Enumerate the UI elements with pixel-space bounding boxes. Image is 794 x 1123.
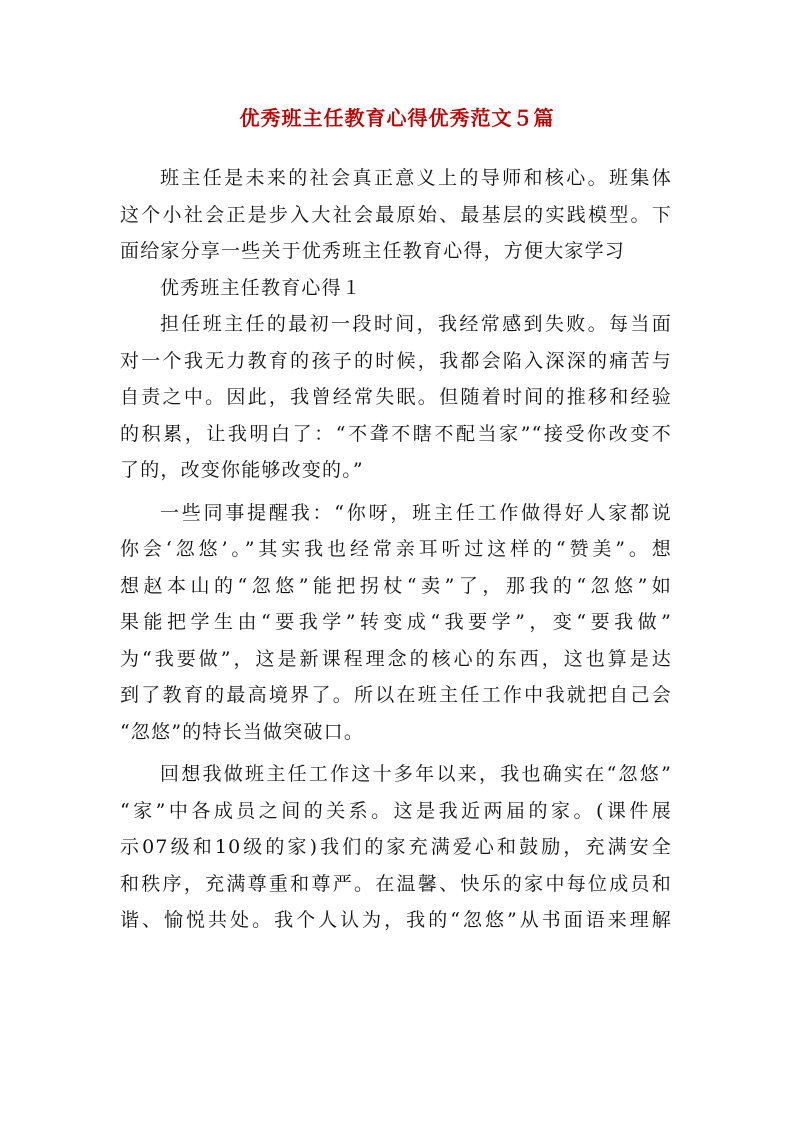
paragraph-4-line-1: 回想我做班主任工作这十多年以来，我也确实在“忽悠”	[160, 763, 672, 785]
paragraph-3-line-6: 到了教育的最高境界了。所以在班主任工作中我就把自己会	[120, 684, 672, 706]
paragraph-4-line-3: 示07级和10级的家)我们的家充满爱心和鼓励，充满安全	[120, 836, 672, 858]
paragraph-2-line-3: 自责之中。因此，我曾经常失眠。但随着时间的推移和经验	[120, 386, 672, 408]
paragraph-4-line-2: “家”中各成员之间的关系。这是我近两届的家。(课件展	[120, 799, 672, 822]
paragraph-2-line-2: 对一个我无力教育的孩子的时候，我都会陷入深深的痛苦与	[120, 349, 672, 372]
paragraph-4-line-4: 和秩序，充满尊重和尊严。在温馨、快乐的家中每位成员和	[120, 872, 672, 895]
paragraph-4-line-5: 谐、愉悦共处。我个人认为，我的“忽悠”从书面语来理解	[120, 909, 672, 931]
document-title: 优秀班主任教育心得优秀范文５篇	[239, 106, 555, 130]
paragraph-3-line-4: 果能把学生由“要我学”转变成“我要学”，变“要我做”	[120, 611, 672, 633]
paragraph-2-line-5: 了的，改变你能够改变的。”	[120, 459, 364, 481]
paragraph-3-line-1: 一些同事提醒我：“你呀，班主任工作做得好人家都说	[160, 501, 672, 524]
section-heading-1: 优秀班主任教育心得１	[160, 276, 363, 299]
document-body	[120, 160, 672, 939]
paragraph-3-line-3: 想赵本山的“忽悠”能把拐杖“卖”了，那我的“忽悠”如	[120, 574, 672, 597]
paragraph-2-line-1: 担任班主任的最初一段时间，我经常感到失败。每当面	[160, 313, 672, 335]
paragraph-1-line-3: 面给家分享一些关于优秀班主任教育心得，方便大家学习	[120, 240, 626, 262]
paragraph-1-line-2: 这个小社会正是步入大社会最原始、最基层的实践模型。下	[120, 203, 672, 226]
paragraph-3-line-2: 你会‘忽悠’。”其实我也经常亲耳听过这样的“赞美”。想	[120, 538, 672, 560]
paragraph-3-line-7: “忽悠”的特长当做突破口。	[120, 720, 365, 743]
paragraph-2-line-4: 的积累，让我明白了：“不聋不瞎不配当家”“接受你改变不	[120, 422, 672, 445]
paragraph-3-line-5: 为“我要做”，这是新课程理念的核心的东西，这也算是达	[120, 647, 672, 670]
paragraph-1-line-1: 班主任是未来的社会真正意义上的导师和核心。班集体	[160, 167, 672, 189]
